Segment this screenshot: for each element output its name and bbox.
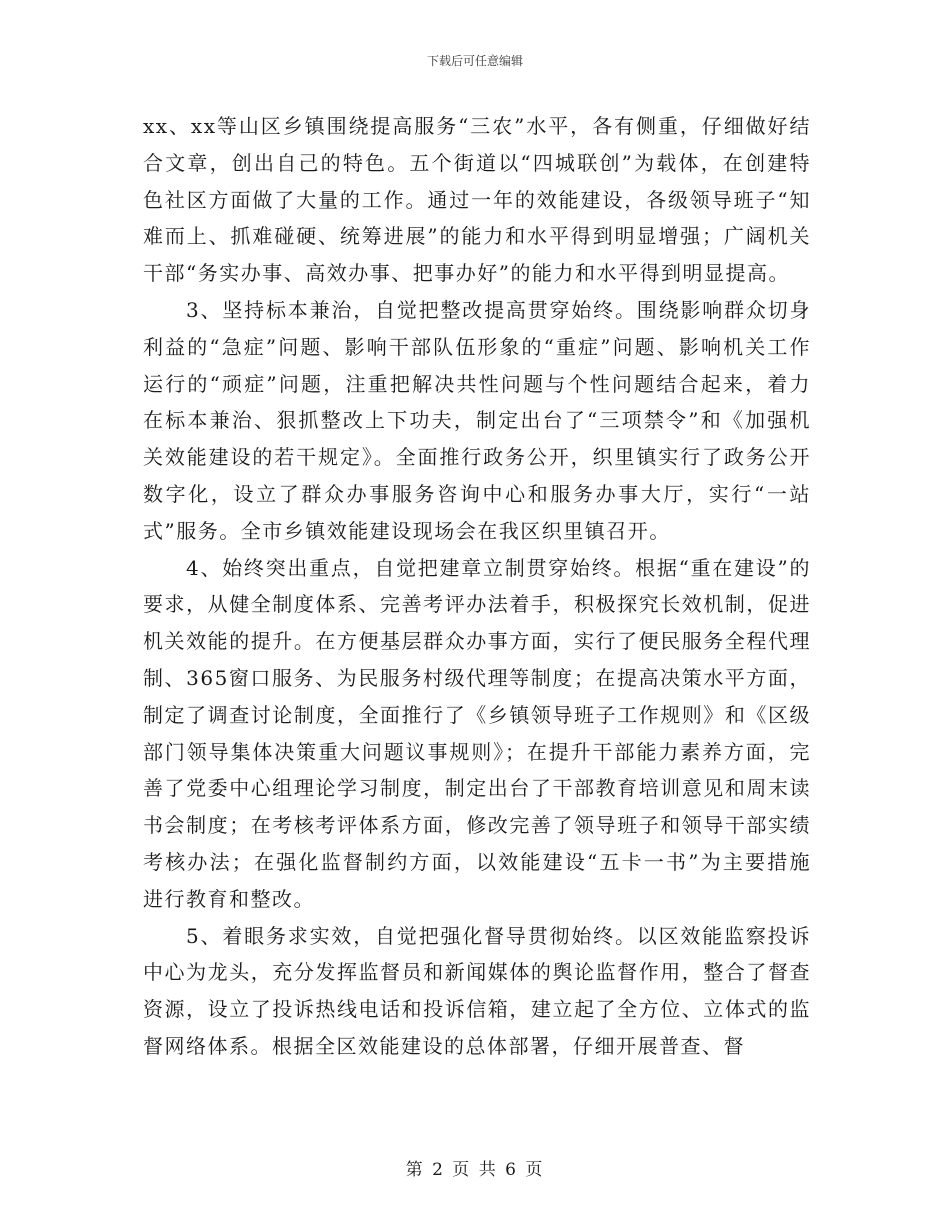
paragraph-item-4: 4、始终突出重点，自觉把建章立制贯穿始终。根据“重在建设”的要求，从健全制度体系、完善考评办法着手，积极探究长效机制，促进机关效能的提升。在方便基层群众办事方面，实行了便民服务全程代理制、365窗口服务、为民服务村级代理等制度；在提高决策水平方面，制定了调查讨论制度，全面推行了《乡镇领导班子工作规则》和《区级部门领导集体决策重大问题议事规则》；在提升干部能力素养方面，完善了党委中心组理论学习制度，制定出台了干部教育培训意见和周末读书会制度；在考核考评体系方面，修改完善了领导班子和领导干部实绩考核办法；在强化监督制约方面，以效能建设“五卡一书”为主要措施进行教育和整改。 — [143, 555, 811, 911]
page-number-footer: 第 2 页 共 6 页 — [405, 1160, 545, 1180]
page-header: 下载后可任意编辑 — [426, 54, 523, 68]
paragraph-continuation: xx、xx等山区乡镇围绕提高服务“三农”水平，各有侧重，仔细做好结合文章，创出自己的特色。五个街道以“四城联创”为载体，在创建特色社区方面做了大量的工作。通过一年的效能建设，各级领导班子“知难而上、抓难碰硬、统筹进展”的能力和水平得到明显增强；广阔机关干部“务实办事、高效办事、把事办好”的能力和水平得到明显提高。 — [143, 114, 811, 286]
paragraph-item-5: 5、着眼务求实效，自觉把强化督导贯彻始终。以区效能监察投诉中心为龙头，充分发挥监督员和新闻媒体的舆论监督作用，整合了督查资源，设立了投诉热线电话和投诉信箱，建立起了全方位、立体式的监督网络体系。根据全区效能建设的总体部署，仔细开展普查、督 — [143, 923, 811, 1058]
document-body — [143, 108, 811, 1065]
paragraph-item-3: 3、坚持标本兼治，自觉把整改提高贯穿始终。围绕影响群众切身利益的“急症”问题、影响干部队伍形象的“重症”问题、影响机关工作运行的“顽症”问题，注重把解决共性问题与个性问题结合起来，着力在标本兼治、狠抓整改上下功夫，制定出台了“三项禁令”和《加强机关效能建设的若干规定》。全面推行政务公开，织里镇实行了政务公开数字化，设立了群众办事服务咨询中心和服务办事大厅，实行“一站式”服务。全市乡镇效能建设现场会在我区织里镇召开。 — [143, 297, 811, 543]
